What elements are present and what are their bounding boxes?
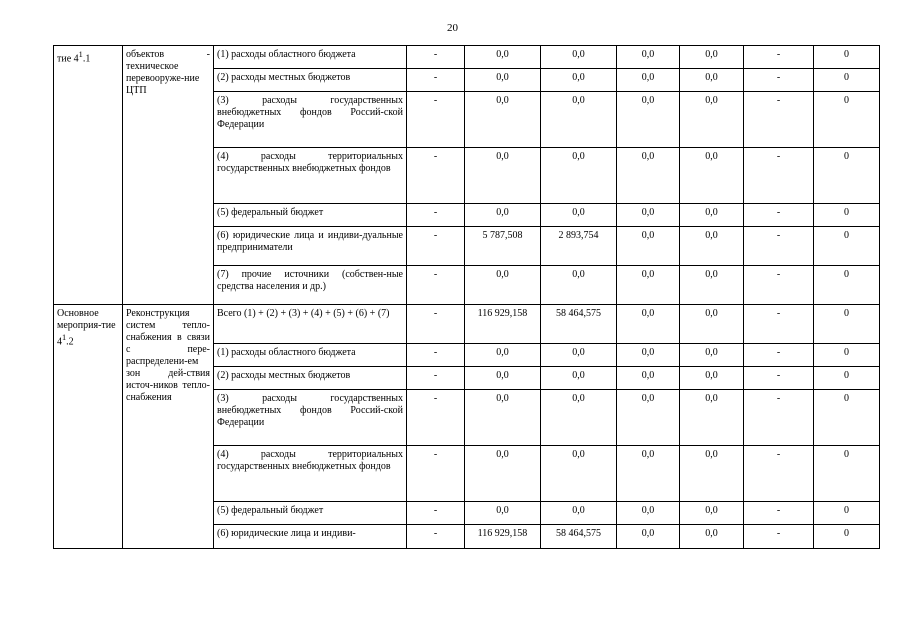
- value-cell: 0,0: [465, 266, 541, 305]
- funding-source: (2) расходы местных бюджетов: [214, 69, 407, 92]
- value-cell: -: [407, 204, 465, 227]
- value-cell: 0,0: [465, 344, 541, 367]
- value-cell: -: [407, 148, 465, 204]
- value-cell: 0,0: [617, 446, 680, 502]
- funding-source: (3) расходы государственных внебюджетных фондов Россий-ской Федерации: [214, 92, 407, 148]
- value-cell: 0,0: [541, 46, 617, 69]
- value-cell: 0,0: [617, 92, 680, 148]
- value-cell: 0: [814, 525, 880, 549]
- value-cell: 0,0: [617, 502, 680, 525]
- value-cell: 0,0: [680, 266, 744, 305]
- value-cell: 0,0: [617, 344, 680, 367]
- value-cell: 0,0: [541, 446, 617, 502]
- value-cell: 116 929,158: [465, 305, 541, 344]
- value-cell: 0,0: [617, 227, 680, 266]
- value-cell: 0,0: [617, 46, 680, 69]
- value-cell: 0,0: [465, 446, 541, 502]
- value-cell: 0,0: [617, 148, 680, 204]
- value-cell: -: [744, 92, 814, 148]
- table-row: [54, 46, 880, 69]
- value-cell: 0,0: [541, 204, 617, 227]
- value-cell: -: [407, 69, 465, 92]
- value-cell: 0,0: [680, 502, 744, 525]
- value-cell: 0: [814, 266, 880, 305]
- value-cell: 0,0: [617, 390, 680, 446]
- value-cell: 0,0: [680, 525, 744, 549]
- value-cell: 0,0: [617, 266, 680, 305]
- value-cell: 0,0: [680, 227, 744, 266]
- value-cell: 0,0: [617, 367, 680, 390]
- value-cell: -: [407, 390, 465, 446]
- measure-name: объектов - техническое перевооруже-ние ЦТП: [123, 46, 214, 305]
- value-cell: -: [744, 305, 814, 344]
- measure-number: тие $4^1.1$: [54, 46, 123, 305]
- value-cell: -: [407, 92, 465, 148]
- value-cell: 0,0: [617, 305, 680, 344]
- value-cell: -: [407, 446, 465, 502]
- value-cell: 0,0: [541, 69, 617, 92]
- funding-source: (4) расходы территориальных государственных внебюджетных фондов: [214, 148, 407, 204]
- value-cell: 0,0: [541, 367, 617, 390]
- funding-source: (2) расходы местных бюджетов: [214, 367, 407, 390]
- funding-source: (7) прочие источники (собствен-ные средства населения и др.): [214, 266, 407, 305]
- value-cell: 0,0: [465, 502, 541, 525]
- value-cell: 0: [814, 305, 880, 344]
- page-number: 20: [447, 22, 458, 34]
- funding-source: Всего (1) + (2) + (3) + (4) + (5) + (6) + (7): [214, 305, 407, 344]
- measure-number: Основное мероприя-тие $4^1.2$: [54, 305, 123, 549]
- value-cell: 0: [814, 69, 880, 92]
- value-cell: -: [407, 46, 465, 69]
- value-cell: 58 464,575: [541, 305, 617, 344]
- value-cell: 0,0: [541, 148, 617, 204]
- value-cell: 0,0: [617, 525, 680, 549]
- value-cell: 0,0: [465, 148, 541, 204]
- value-cell: -: [407, 502, 465, 525]
- value-cell: 0,0: [541, 266, 617, 305]
- table-row: [54, 305, 880, 344]
- value-cell: -: [407, 344, 465, 367]
- value-cell: 0: [814, 204, 880, 227]
- funding-source: (4) расходы территориальных государственных внебюджетных фондов: [214, 446, 407, 502]
- value-cell: 0,0: [680, 446, 744, 502]
- value-cell: 0,0: [617, 204, 680, 227]
- value-cell: 0,0: [465, 204, 541, 227]
- value-cell: 0,0: [465, 367, 541, 390]
- value-cell: 0,0: [541, 92, 617, 148]
- value-cell: -: [407, 367, 465, 390]
- budget-table: [53, 45, 880, 549]
- value-cell: 0,0: [680, 367, 744, 390]
- value-cell: 0: [814, 344, 880, 367]
- measure-name: Реконструкция систем тепло-снабжения в связи с пере-распределени-ем зон дей-ствия источ-ников тепло-снабжения: [123, 305, 214, 549]
- value-cell: 0,0: [680, 204, 744, 227]
- value-cell: -: [744, 46, 814, 69]
- funding-source: (1) расходы областного бюджета: [214, 46, 407, 69]
- value-cell: 0,0: [680, 390, 744, 446]
- value-cell: -: [407, 266, 465, 305]
- value-cell: 0: [814, 92, 880, 148]
- funding-source: (1) расходы областного бюджета: [214, 344, 407, 367]
- funding-source: (5) федеральный бюджет: [214, 204, 407, 227]
- funding-source: (5) федеральный бюджет: [214, 502, 407, 525]
- value-cell: 0: [814, 446, 880, 502]
- value-cell: -: [744, 502, 814, 525]
- value-cell: 0,0: [465, 390, 541, 446]
- value-cell: 0,0: [680, 92, 744, 148]
- value-cell: 0: [814, 390, 880, 446]
- value-cell: 0,0: [680, 305, 744, 344]
- value-cell: 0,0: [541, 344, 617, 367]
- value-cell: -: [744, 446, 814, 502]
- value-cell: 0: [814, 227, 880, 266]
- value-cell: -: [407, 305, 465, 344]
- value-cell: 0,0: [465, 69, 541, 92]
- value-cell: -: [744, 69, 814, 92]
- value-cell: -: [744, 266, 814, 305]
- value-cell: 0,0: [617, 69, 680, 92]
- value-cell: 0,0: [541, 502, 617, 525]
- value-cell: -: [744, 344, 814, 367]
- value-cell: 0: [814, 148, 880, 204]
- value-cell: 58 464,575: [541, 525, 617, 549]
- value-cell: -: [744, 525, 814, 549]
- value-cell: 0,0: [465, 46, 541, 69]
- funding-source: (3) расходы государственных внебюджетных фондов Россий-ской Федерации: [214, 390, 407, 446]
- value-cell: -: [407, 227, 465, 266]
- value-cell: 0: [814, 367, 880, 390]
- value-cell: -: [744, 390, 814, 446]
- value-cell: -: [744, 148, 814, 204]
- value-cell: 0,0: [680, 148, 744, 204]
- value-cell: -: [407, 525, 465, 549]
- funding-source: (6) юридические лица и индиви-: [214, 525, 407, 549]
- value-cell: 2 893,754: [541, 227, 617, 266]
- value-cell: 0,0: [680, 46, 744, 69]
- value-cell: 0,0: [680, 69, 744, 92]
- value-cell: -: [744, 204, 814, 227]
- value-cell: 116 929,158: [465, 525, 541, 549]
- value-cell: 0,0: [541, 390, 617, 446]
- value-cell: 5 787,508: [465, 227, 541, 266]
- value-cell: 0: [814, 502, 880, 525]
- value-cell: 0: [814, 46, 880, 69]
- value-cell: -: [744, 227, 814, 266]
- funding-source: (6) юридические лица и индиви-дуальные предприниматели: [214, 227, 407, 266]
- value-cell: 0,0: [680, 344, 744, 367]
- value-cell: -: [744, 367, 814, 390]
- value-cell: 0,0: [465, 92, 541, 148]
